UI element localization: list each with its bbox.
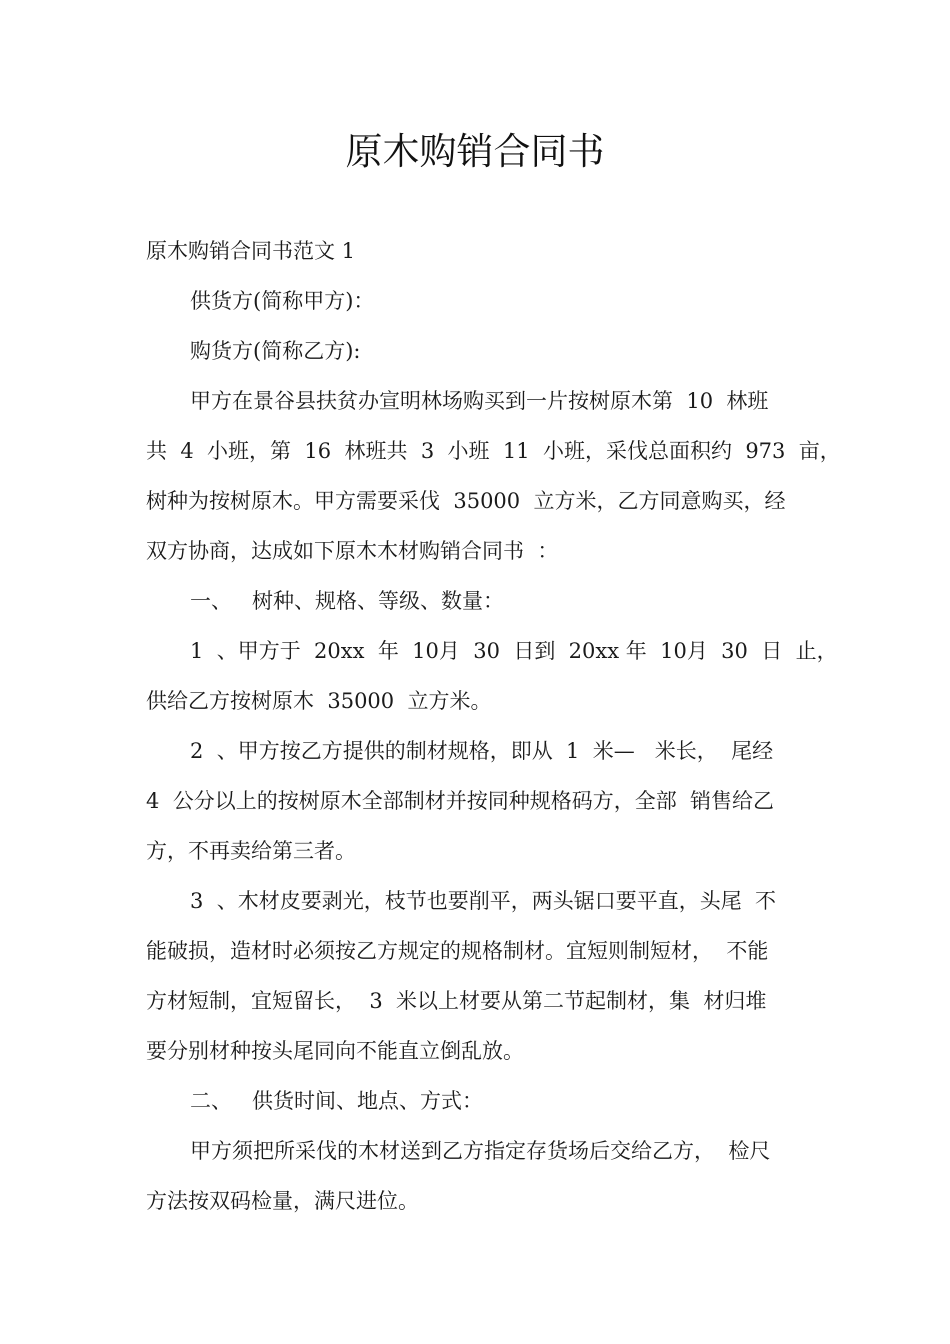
paragraph-line: 3 、木材皮要剥光，枝节也要削平，两头锯口要平直，头尾 不 xyxy=(190,889,777,913)
paragraph-line: 树种为按树原木。甲方需要采伐 35000 立方米，乙方同意购买，经 xyxy=(146,489,786,513)
paragraph-line: 供给乙方按树原木 35000 立方米。 xyxy=(146,689,492,713)
paragraph-line: 甲方在景谷县扶贫办宣明林场购买到一片按树原木第 10 林班 xyxy=(190,389,769,413)
document-title: 原木购销合同书 xyxy=(345,130,605,173)
clause-heading: 一、 树种、规格、等级、数量： xyxy=(190,589,505,613)
section-heading: 原木购销合同书范文 1 xyxy=(146,239,356,263)
paragraph-line: 能破损，造材时必须按乙方规定的规格制材。宜短则制短材， 不能 xyxy=(146,939,769,963)
paragraph-line: 方材短制，宜短留长， 3 米以上材要从第二节起制材，集 材归堆 xyxy=(146,989,767,1013)
paragraph-line: 甲方须把所采伐的木材送到乙方指定存货场后交给乙方， 检尺 xyxy=(190,1139,771,1163)
paragraph-line: 双方协商，达成如下原木木材购销合同书 ： xyxy=(146,539,559,563)
paragraph-line: 要分别材种按头尾同向不能直立倒乱放。 xyxy=(146,1039,524,1063)
paragraph-line: 供货方(简称甲方)： xyxy=(190,289,375,313)
paragraph-line: 1 、甲方于 20xx 年 10月 30 日到 20xx 年 10月 30 日 止， xyxy=(190,639,838,663)
paragraph-line: 4 公分以上的按树原木全部制材并按同种规格码方，全部 销售给乙 xyxy=(146,789,775,813)
paragraph-line: 方，不再卖给第三者。 xyxy=(146,839,356,863)
clause-heading: 二、 供货时间、地点、方式： xyxy=(190,1089,484,1113)
paragraph-line: 2 、甲方按乙方提供的制材规格，即从 1 米— 米长， 尾经 xyxy=(190,739,774,763)
paragraph-line: 共 4 小班，第 16 林班共 3 小班 11 小班，采伐总面积约 973 亩， xyxy=(146,439,841,463)
paragraph-line: 方法按双码检量，满尺进位。 xyxy=(146,1189,419,1213)
paragraph-line: 购货方(简称乙方): xyxy=(190,339,361,363)
